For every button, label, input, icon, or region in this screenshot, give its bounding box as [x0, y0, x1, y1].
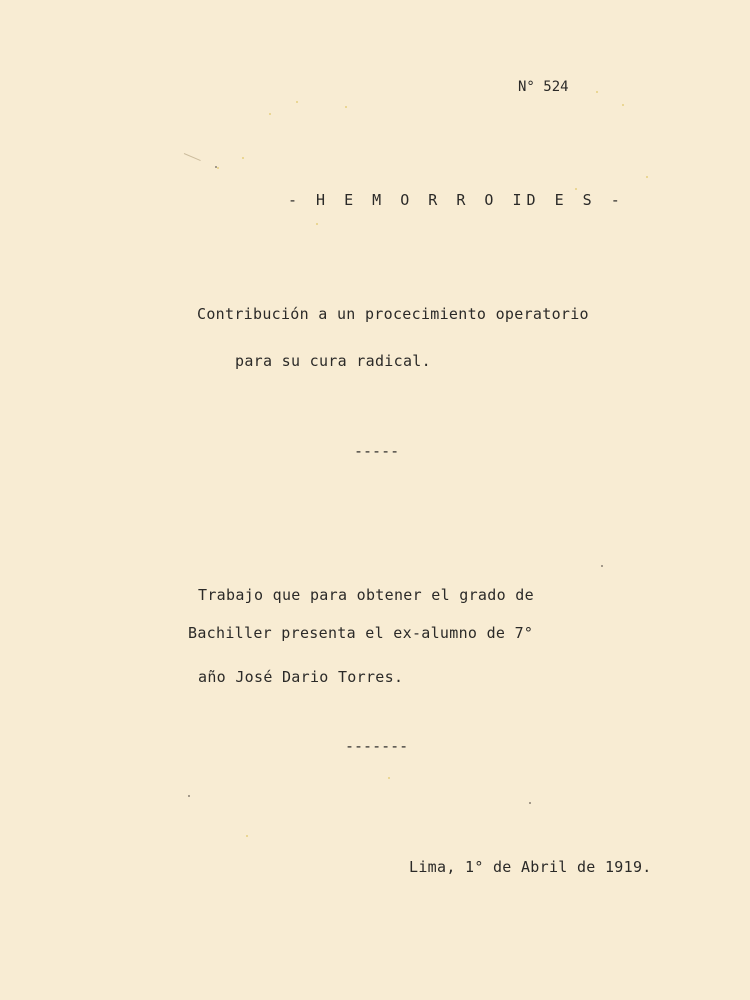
paper-speck [345, 106, 347, 108]
ink-speck [529, 802, 531, 804]
paper-speck [296, 101, 298, 103]
paper-speck [622, 104, 624, 106]
paper-speck [242, 157, 244, 159]
ink-speck [215, 166, 217, 168]
document-title: - H E M O R R O ID E S - [288, 191, 625, 209]
paper-speck [316, 223, 318, 225]
separator-2: ------- [345, 737, 409, 755]
paper-speck [596, 91, 598, 93]
paper-speck [269, 113, 271, 115]
document-number: N° 524 [518, 79, 569, 95]
paper-speck [217, 167, 219, 169]
dateline: Lima, 1° de Abril de 1919. [409, 858, 652, 876]
paper-speck [575, 188, 577, 190]
paper-speck [246, 835, 248, 837]
subtitle-line-2: para su cura radical. [235, 352, 431, 370]
subtitle-line-1: Contribución a un procecimiento operatorio [197, 305, 589, 323]
body-line-2: Bachiller presenta el ex-alumno de 7° [188, 624, 534, 642]
paper-speck [646, 176, 648, 178]
separator-1: ----- [354, 442, 400, 460]
ink-speck [601, 565, 603, 567]
body-line-1: Trabajo que para obtener el grado de [198, 586, 534, 604]
paper-scratch [184, 153, 201, 161]
body-line-3: año José Dario Torres. [198, 668, 404, 686]
paper-speck [388, 777, 390, 779]
ink-speck [188, 795, 190, 797]
